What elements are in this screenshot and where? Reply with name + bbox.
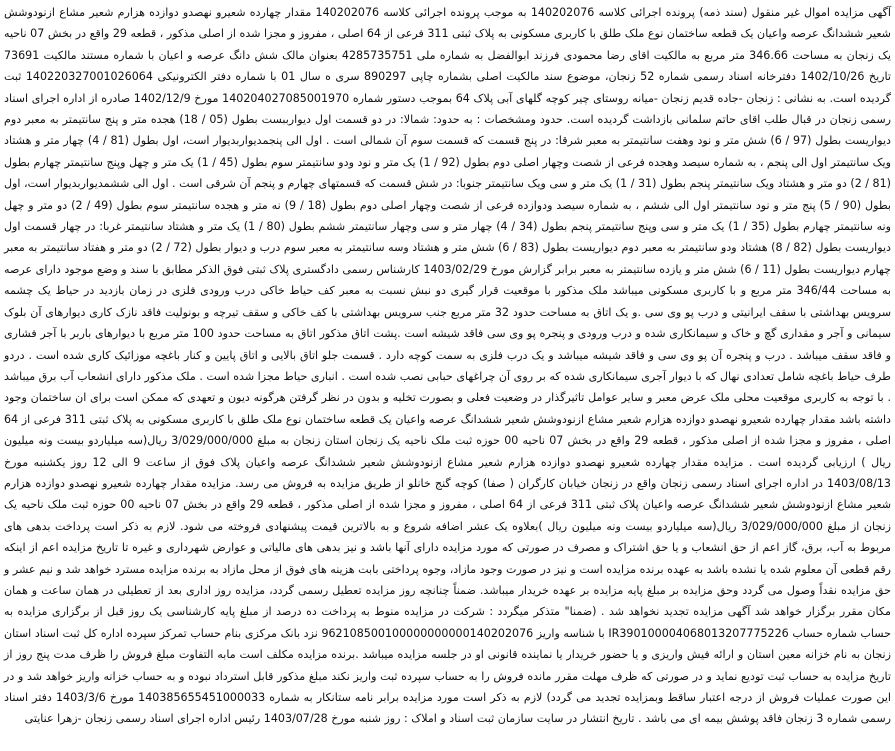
auction-notice-text: آگهی مزایده اموال غیر منقول (سند ذمه) پرونده اجرائی کلاسه 140202076 به موجب پرونده اجرائی کلاسه 140202076 مقدار چهارده شعیرو نهصدو دوازده هزارم شعیر مشاع ازنودوشش شعیر ششدانگ عرصه واعیان یک قطعه ساختمان نوع ملک طلق با کاربری مسکونی به پلاک ثبتی 311 فرعی از 64 اصلی ، مفروز و مجزا شده از اصلی مذکور ، قطعه 29 واقع در بخش 07 ناحیه یک زنجان به مساحت 346.66 متر مربع به مالکیت اقای رضا محمودی فرزند ابوالفضل به شماره ملی 4285735751 بعنوان مالک شش دانگ عرصه و اعیان با شماره مستند مالکیت 73691 تاریخ 1402/10/26 دفترخانه اسناد رسمی شماره 52 زنجان، موضوع سند مالکیت اصلی بشماره چاپی 890297 سری ه سال 01 با شماره دفتر الکترونیکی 140220327001026064 ثبت گردیده است. به نشانی : زنجان -جاده قدیم زنجان -میانه روستای چیر کوچه گلهای آبی پلاک 64 بموجب دستور شماره 140204027085001970 مورخ 1402/12/9 صادره از اداره اجرای اسناد رسمی زنجان در قبال طلب اقای حاتم سلمانی بازداشت گردیده است. حدود ومشخصات : به حدود: شمالا: در دو قسمت اول دیوارببست بطول (05 / 18) هجده متر و پنج سانتیمتر به معبر دوم دیواریست بطول (97 / 6) شش متر و نود وهفت سانتیمتر به معبر شرقا: در پنج قسمت که قسمت سوم آن شمالی است . اول الی پنجمدیواربدیوار است، اول بطول (81 / 4) چهار متر و هشتاد ویک سانتیمتر اول الی پنجم ، به شماره سیصد وهجده فرعی از شصت وچهار اصلی دوم بطول (92 / 1) یک متر و نود ودو سانتیمتر سوم بطول (45 / 1) یک متر و چهل وپنج سانتیمتر چهارم بطول (81 / 2) دو متر و هشتاد ویک سانتیمتر پنجم بطول (31 / 1) یک متر و سی ویک سانتیمتر جنوبا: در شش قسمت که قسمتهای چهارم و پنجم آن شرقی است . اول الی ششمدیواربدیوار است، اول بطول (90 / 5) پنج متر و نود سانتیمتر اول الی ششم ، به شماره سیصد ودوازده فرعی از شصت وچهار اصلی دوم بطول (18 / 9) نه متر و هجده سانتیمتر سوم بطول (49 / 2) دو متر و چهل ونه سانتیمتر چهارم بطول (35 / 1) یک متر و سی وپنج سانتیمتر پنجم بطول (34 / 4) چهار متر و سی وچهار سانتیمتر ششم بطول (80 / 1) یک متر و هشتاد سانتیمتر غربا: در چهار قسمت اول دیواریست بطول (82 / 8) هشتاد ودو سانتیمتر به معبر دوم دیواریست بطول (83 / 6) شش متر و هشتاد وسه سانتیمتر به معبر سوم درب و دیوار بطول (72 / 2) دو متر و هفتاد سانتیمتر به معبر چهارم دیواریست بطول (11 / 6) شش متر و یازده سانتیمتر به معبر برابر گزارش مورخ 1403/02/29 کارشناس رسمی دادگستری پلاک ثبتی فوق الذکر مطابق با سند و وضع موجود دارای عرصه به مساحت 346/44 متر مربع و با کاربری مسکونی میباشد ملک مذکور با موقعیت قرار گیری دو نبش نسبت به معبر کف حیاط خاکی درب ورودی فلزی در زمان بازدید در حیاط یک چشمه سرویس بهداشتی با سقف ایرانیتی و درب پو وی سی .و یک اتاق به مساحت حدود 32 متر مربع جنب سرویس بهداشتی با کف خاکی و سقف تیرچه و بونولیت فاقد نازک کاری دیوارهای آن بلوک سیمانی و آجر و مقداری گچ و خاک و سیمانکاری شده و درب ورودی و پنجره پو وی سی فاقد شیشه است .پشت اتاق مذکور اتاق به مساحت حدود 100 متر مربع با دیوارهای باربر با آجر فشاری و فاقد سقف میباشد . درب و پنجره آن پو وی سی و فاقد شیشه میباشد و یک درب فلزی به سمت کوچه دارد . قسمت جلو اتاق بالایی و اتاق پایین و کنار باغچه موزائیک کاری شده است . دردو طرف حیاط باغچه شامل تعدادی نهال که با دیوار آجری سیمانکاری شده که بر روی آن چراغهای حبابی نصب شده است . انباری حیاط مجزا شده است . ملک مذکور دارای انشعاب آب برق میباشد . با توجه به کاربری موقعیت محلی ملک عرض معبر و سایر عوامل تاثیرگذار در وضعیت فعلی و بصورت تخلیه و بدون در نظر گرفتن هرگونه دیون و تعهدی که ممکن است برای ان ساختمان وجود داشته باشد مقدار چهارده شعیرو نهصدو دوازده هزارم شعیر مشاع ازنودوشش شعیر ششدانگ عرصه واعیان یک قطعه ساختمان نوع ملک طلق با کاربری مسکونی به پلاک ثبتی 311 فرعی از 64 اصلی ، مفروز و مجزا شده از اصلی مذکور ، قطعه 29 واقع در بخش 07 ناحیه 00 حوزه ثبت ملک ناحیه یک زنجان استان زنجان به مبلغ 3/029/000/000 ریال(سه میلیاردو بیست ونه میلیون ریال ) ارزیابی گردیده است . مزایده مقدار چهارده شعیرو نهصدو دوازده هزارم شعیر مشاع ازنودوشش شعیر ششدانگ عرصه واعیان پلاک فوق از ساعت 9 الی 12 روز یکشنبه مورخ 1403/08/13 در اداره اجرای اسناد رسمی زنجان واقع در زنجان خیابان کارگران ( صفا) کوچه گنج خانلو از طریق مزایده به فروش می رسد. مزایده مقدار چهارده شعیرو نهصدو دوازده هزارم شعیر مشاع ازنودوشش شعیر ششدانگ عرصه واعیان پلاک ثبتی 311 فرعی از 64 اصلی ، مفروز و مجزا شده از اصلی مذکور ، قطعه 29 واقع در بخش 07 ناحیه 00 حوزه ثبت ملک ناحیه یک زنجان از مبلغ 3/029/000/000 ریال(سه میلیاردو بیست ونه میلیون ریال )بعلاوه یک عشر اضافه شروع و به بالاترین قیمت پیشنهادی فروخته می شود. لازم به ذکر است پرداخت بدهی های مربوط به آب، برق، گاز اعم از حق انشعاب و یا حق اشتراک و مصرف در صورتی که مورد مزایده دارای آنها باشد و نیز بدهی های مالیاتی و عوارض شهرداری و غیره تا تاریخ مزایده اعم از اینکه رقم قطعی آن معلوم شده یا نشده باشد به عهده برنده مزایده است و نیز در صورت وجود مازاد، وجوه پرداختی بابت هزینه های فوق از محل مازاد به برنده مزایده مسترد خواهد شد و نیم عشر و حق مزایده نقداً وصول می گردد وحق مزایده بر مبلغ پایه مزایده بر عهده خریدار میباشد. ضمناً چنانچه روز مزایده تعطیل رسمی گردد، مزایده روز اداری بعد از تعطیلی در همان ساعت و همان مکان مقرر برگزار خواهد شد آگهی مزایده تجدید نخواهد شد . (ضمنا" متذکر میگردد : شرکت در مزایده منوط به پرداخت ده درصد از مبلغ پایه کارشناسی یک روز قبل از برگزاری مزایده به حساب شماره حساب IR390100004068013207775226 با شناسه واریز 962108500100000000000140202076 نزد بانک مرکزی بنام حساب تمرکز سپرده اداره کل ثبت اسناد استان زنجان به نام خزانه معین استان و ارائه فیش واریزی و یا حضور خریدار یا نماینده قانونی او در جلسه مزایده میباشد .برنده مزایده مکلف است مابه التفاوت مبلغ فروش را ظرف مدت پنج روز از تاریخ مزایده به حساب ثبت تودیع نماید و در صورتی که ظرف مهلت مقرر مانده فروش را به حساب سپرده ثبت واریز نکند مبلغ مذکور قابل استرداد نبوده و به حساب خزانه واریز خواهد شد و در این صورت عملیات فروش از درجه اعتبار ساقط وبمزایده تجدید می گردد) لازم به ذکر است مورد مزایده برابر نامه ستانکار به شماره 140385655451000033 مورخ 1403/3/6 دفتر اسناد رسمی شماره 3 زنجان فاقد پوشش بیمه ای می باشد . تاریخ انتشار در سایت سازمان ثبت اسناد و املاک : روز شنبه مورخ 1403/07/28 رئیس اداره اجرای اسناد رسمی زنجان -زهرا عنایتی [4,6,892,726]
